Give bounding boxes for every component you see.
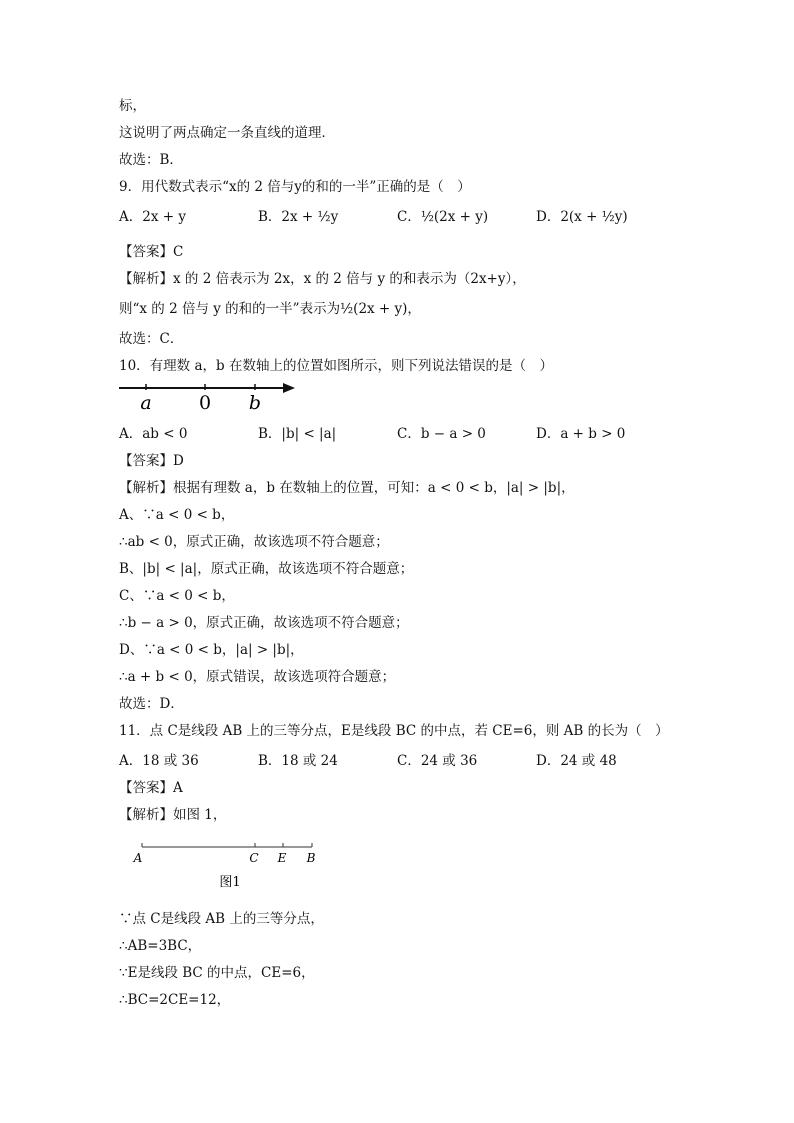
explanation-line: 【解析】如图 1， [119, 807, 227, 823]
explanation-line: ∵点 C是线段 AB 上的三等分点， [119, 911, 324, 927]
number-line-figure [119, 378, 299, 412]
point-label-a: A [133, 851, 143, 865]
explanation-line: ∴ab < 0，原式正确，故该选项不符合题意； [119, 534, 389, 550]
label-b: b [248, 392, 262, 412]
explanation-line: 则“x 的 2 倍与 y 的和的一半”表示为½(2x + y)， [119, 301, 421, 317]
explanation-line: C、∵a < 0 < b， [119, 588, 235, 604]
explanation-line: ∴AB=3BC， [119, 938, 202, 954]
option-10-b: B．|b| < |a| [258, 426, 337, 442]
text-line: 这说明了两点确定一条直线的道理． [119, 125, 335, 141]
option-11-c: C．24 或 36 [397, 753, 478, 769]
point-label-e: E [277, 851, 287, 865]
question-10: 10．有理数 a，b 在数轴上的位置如图所示，则下列说法错误的是（ ） [119, 358, 553, 374]
answer-11: 【答案】A [119, 780, 183, 796]
option-10-c: C．b − a > 0 [397, 426, 486, 442]
point-label-b: B [306, 851, 316, 865]
option-9-c: C．½(2x + y) [397, 209, 489, 225]
explanation-line: ∵E是线段 BC 的中点，CE=6， [119, 965, 315, 981]
label-a: a [140, 392, 152, 412]
explanation-line: 故选：C． [119, 331, 184, 347]
option-11-d: D．24 或 48 [536, 753, 617, 769]
figure-caption: 图1 [219, 875, 241, 890]
answer-9: 【答案】C [119, 244, 184, 260]
explanation-line: 【解析】x 的 2 倍表示为 2x，x 的 2 倍与 y 的和表示为（2x+y）， [119, 271, 526, 287]
explanation-line: A、∵a < 0 < b， [119, 507, 235, 523]
figure-1 [130, 838, 325, 894]
number-line-arrow [283, 383, 295, 393]
option-10-a: A．ab < 0 [119, 426, 188, 442]
option-9-d: D．2(x + ½y) [536, 209, 628, 225]
explanation-line: D、∵a < 0 < b，|a| > |b|， [119, 642, 304, 658]
explanation-line: B、|b| < |a|，原式正确，故该选项不符合题意； [119, 561, 414, 577]
explanation-line: 故选：D． [119, 696, 184, 712]
option-9-b: B．2x + ½y [258, 209, 339, 225]
question-9: 9．用代数式表示“x的 2 倍与y的和的一半”正确的是（ ） [119, 179, 471, 195]
explanation-line: ∴a + b < 0，原式错误，故该选项符合题意； [119, 669, 396, 685]
point-label-c: C [249, 851, 259, 865]
label-zero: 0 [198, 392, 212, 412]
text-line: 标， [119, 98, 146, 114]
option-11-b: B．18 或 24 [258, 753, 338, 769]
option-11-a: A．18 或 36 [119, 753, 199, 769]
option-9-a: A．2x + y [119, 209, 186, 225]
answer-10: 【答案】D [119, 453, 184, 469]
explanation-line: ∴b − a > 0，原式正确，故该选项不符合题意； [119, 615, 409, 631]
option-10-d: D．a + b > 0 [536, 426, 626, 442]
explanation-line: 【解析】根据有理数 a，b 在数轴上的位置，可知：a < 0 < b，|a| > |b|， [119, 480, 575, 496]
text-line: 故选：B． [119, 152, 183, 168]
explanation-line: ∴BC=2CE=12， [119, 992, 231, 1008]
question-11: 11．点 C是线段 AB 上的三等分点，E是线段 BC 的中点，若 CE=6，则 AB 的长为（ ） [119, 723, 669, 739]
